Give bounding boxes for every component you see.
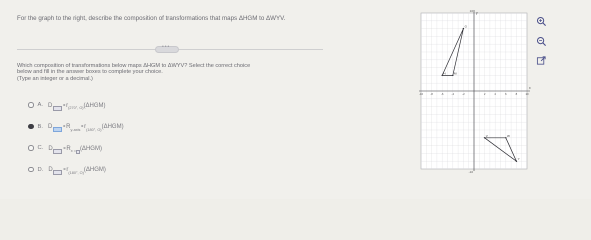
compose-symbol: ∘ (62, 102, 67, 109)
choice-a-expression (48, 102, 106, 109)
rotation-subscript: (180°, O) (86, 127, 102, 132)
choice-a-radio[interactable] (28, 102, 34, 108)
instruction-line-3: (Type an integer or a decimal.) (17, 75, 93, 82)
choice-b-letter: B. (37, 123, 43, 130)
choice-a[interactable] (28, 98, 318, 112)
vertex-label: M (454, 71, 457, 76)
target-triangle: (ΔHGM) (83, 167, 106, 173)
y-top-label: 10 (469, 9, 473, 13)
rotation-subscript: (270°, O) (68, 106, 84, 110)
vertex-label: H (443, 71, 446, 76)
choice-b-radio[interactable] (28, 124, 34, 130)
choice-d-expression (48, 166, 106, 173)
vertex-label: V (485, 133, 488, 138)
dilation-scale-input[interactable] (53, 149, 62, 154)
instructions (17, 63, 317, 82)
dilation-symbol: D (47, 124, 53, 130)
choice-c-expression (48, 145, 102, 152)
zoom-in-button[interactable] (536, 14, 547, 25)
rotation-symbol: r (84, 124, 87, 130)
dilation-symbol: D (48, 145, 53, 152)
question-text: For the graph to the right, describe the composition of transformations that maps ΔHGM to ΔWYV. (17, 15, 286, 22)
x-tick-label: 10 (525, 92, 529, 96)
choice-a-letter: A. (37, 102, 43, 108)
x-tick-label: -4 (451, 92, 455, 96)
compose-symbol: ∘ (80, 124, 85, 130)
vertex-label: G (464, 24, 467, 29)
instruction-line-1: Which composition of transformations below maps ΔHGM to ΔWYV? Select the correct choice (17, 63, 251, 69)
vertex-label: W (507, 133, 510, 138)
reflection-symbol: R (66, 145, 71, 152)
reflection-line-input[interactable] (76, 150, 80, 154)
vertex-label: Y (517, 157, 520, 162)
x-axis-label: x (529, 86, 531, 90)
choice-d-radio[interactable] (28, 167, 34, 173)
reflection-subscript: y-axis (70, 127, 81, 132)
answer-choices (28, 98, 318, 184)
dilation-scale-input[interactable] (53, 170, 62, 175)
y-axis-label: y (476, 11, 478, 15)
x-tick-label: 2 (483, 92, 486, 96)
choice-c-letter: C. (37, 145, 44, 151)
choice-c[interactable] (28, 141, 318, 155)
instruction-line-2: below and fill in the answer boxes to complete your choice. (17, 69, 163, 76)
dilation-symbol: D (47, 102, 53, 109)
x-tick-label: 4 (494, 92, 496, 96)
choice-b[interactable] (28, 120, 318, 134)
x-tick-label: -6 (440, 92, 444, 96)
divider-handle[interactable] (155, 46, 179, 53)
popout-button[interactable] (536, 53, 547, 64)
dilation-scale-input[interactable] (53, 106, 62, 111)
zoom-out-icon (536, 36, 547, 47)
dilation-scale-input[interactable] (53, 127, 62, 132)
coordinate-graph (417, 7, 533, 175)
x-tick-label: -8 (430, 92, 433, 96)
reflection-subscript: x = (70, 149, 76, 153)
y-bottom-label: -10 (468, 170, 473, 174)
dilation-symbol: D (48, 167, 53, 173)
external-link-icon (536, 55, 547, 66)
compose-symbol: ∘ (62, 167, 67, 173)
rotation-symbol: r (66, 167, 69, 173)
choice-c-radio[interactable] (28, 145, 34, 151)
choice-b-expression (48, 123, 124, 130)
choice-d[interactable] (28, 163, 318, 177)
compose-symbol: ∘ (62, 145, 67, 152)
rotation-subscript: (180°, O) (68, 170, 84, 175)
target-triangle: (ΔHGM) (101, 124, 124, 130)
compose-symbol: ∘ (62, 124, 67, 130)
choice-d-letter: D. (37, 166, 44, 173)
x-tick-label: -2 (462, 92, 465, 96)
x-tick-label: -10 (418, 92, 424, 96)
zoom-in-icon (536, 16, 547, 27)
reflection-symbol: R (66, 124, 71, 130)
target-triangle: (ΔHGM) (79, 145, 102, 152)
zoom-out-button[interactable] (536, 34, 547, 45)
target-triangle: (ΔHGM) (83, 102, 106, 109)
x-tick-label: 8 (515, 92, 518, 96)
rotation-symbol: r (66, 102, 69, 109)
x-tick-label: 6 (505, 92, 507, 96)
